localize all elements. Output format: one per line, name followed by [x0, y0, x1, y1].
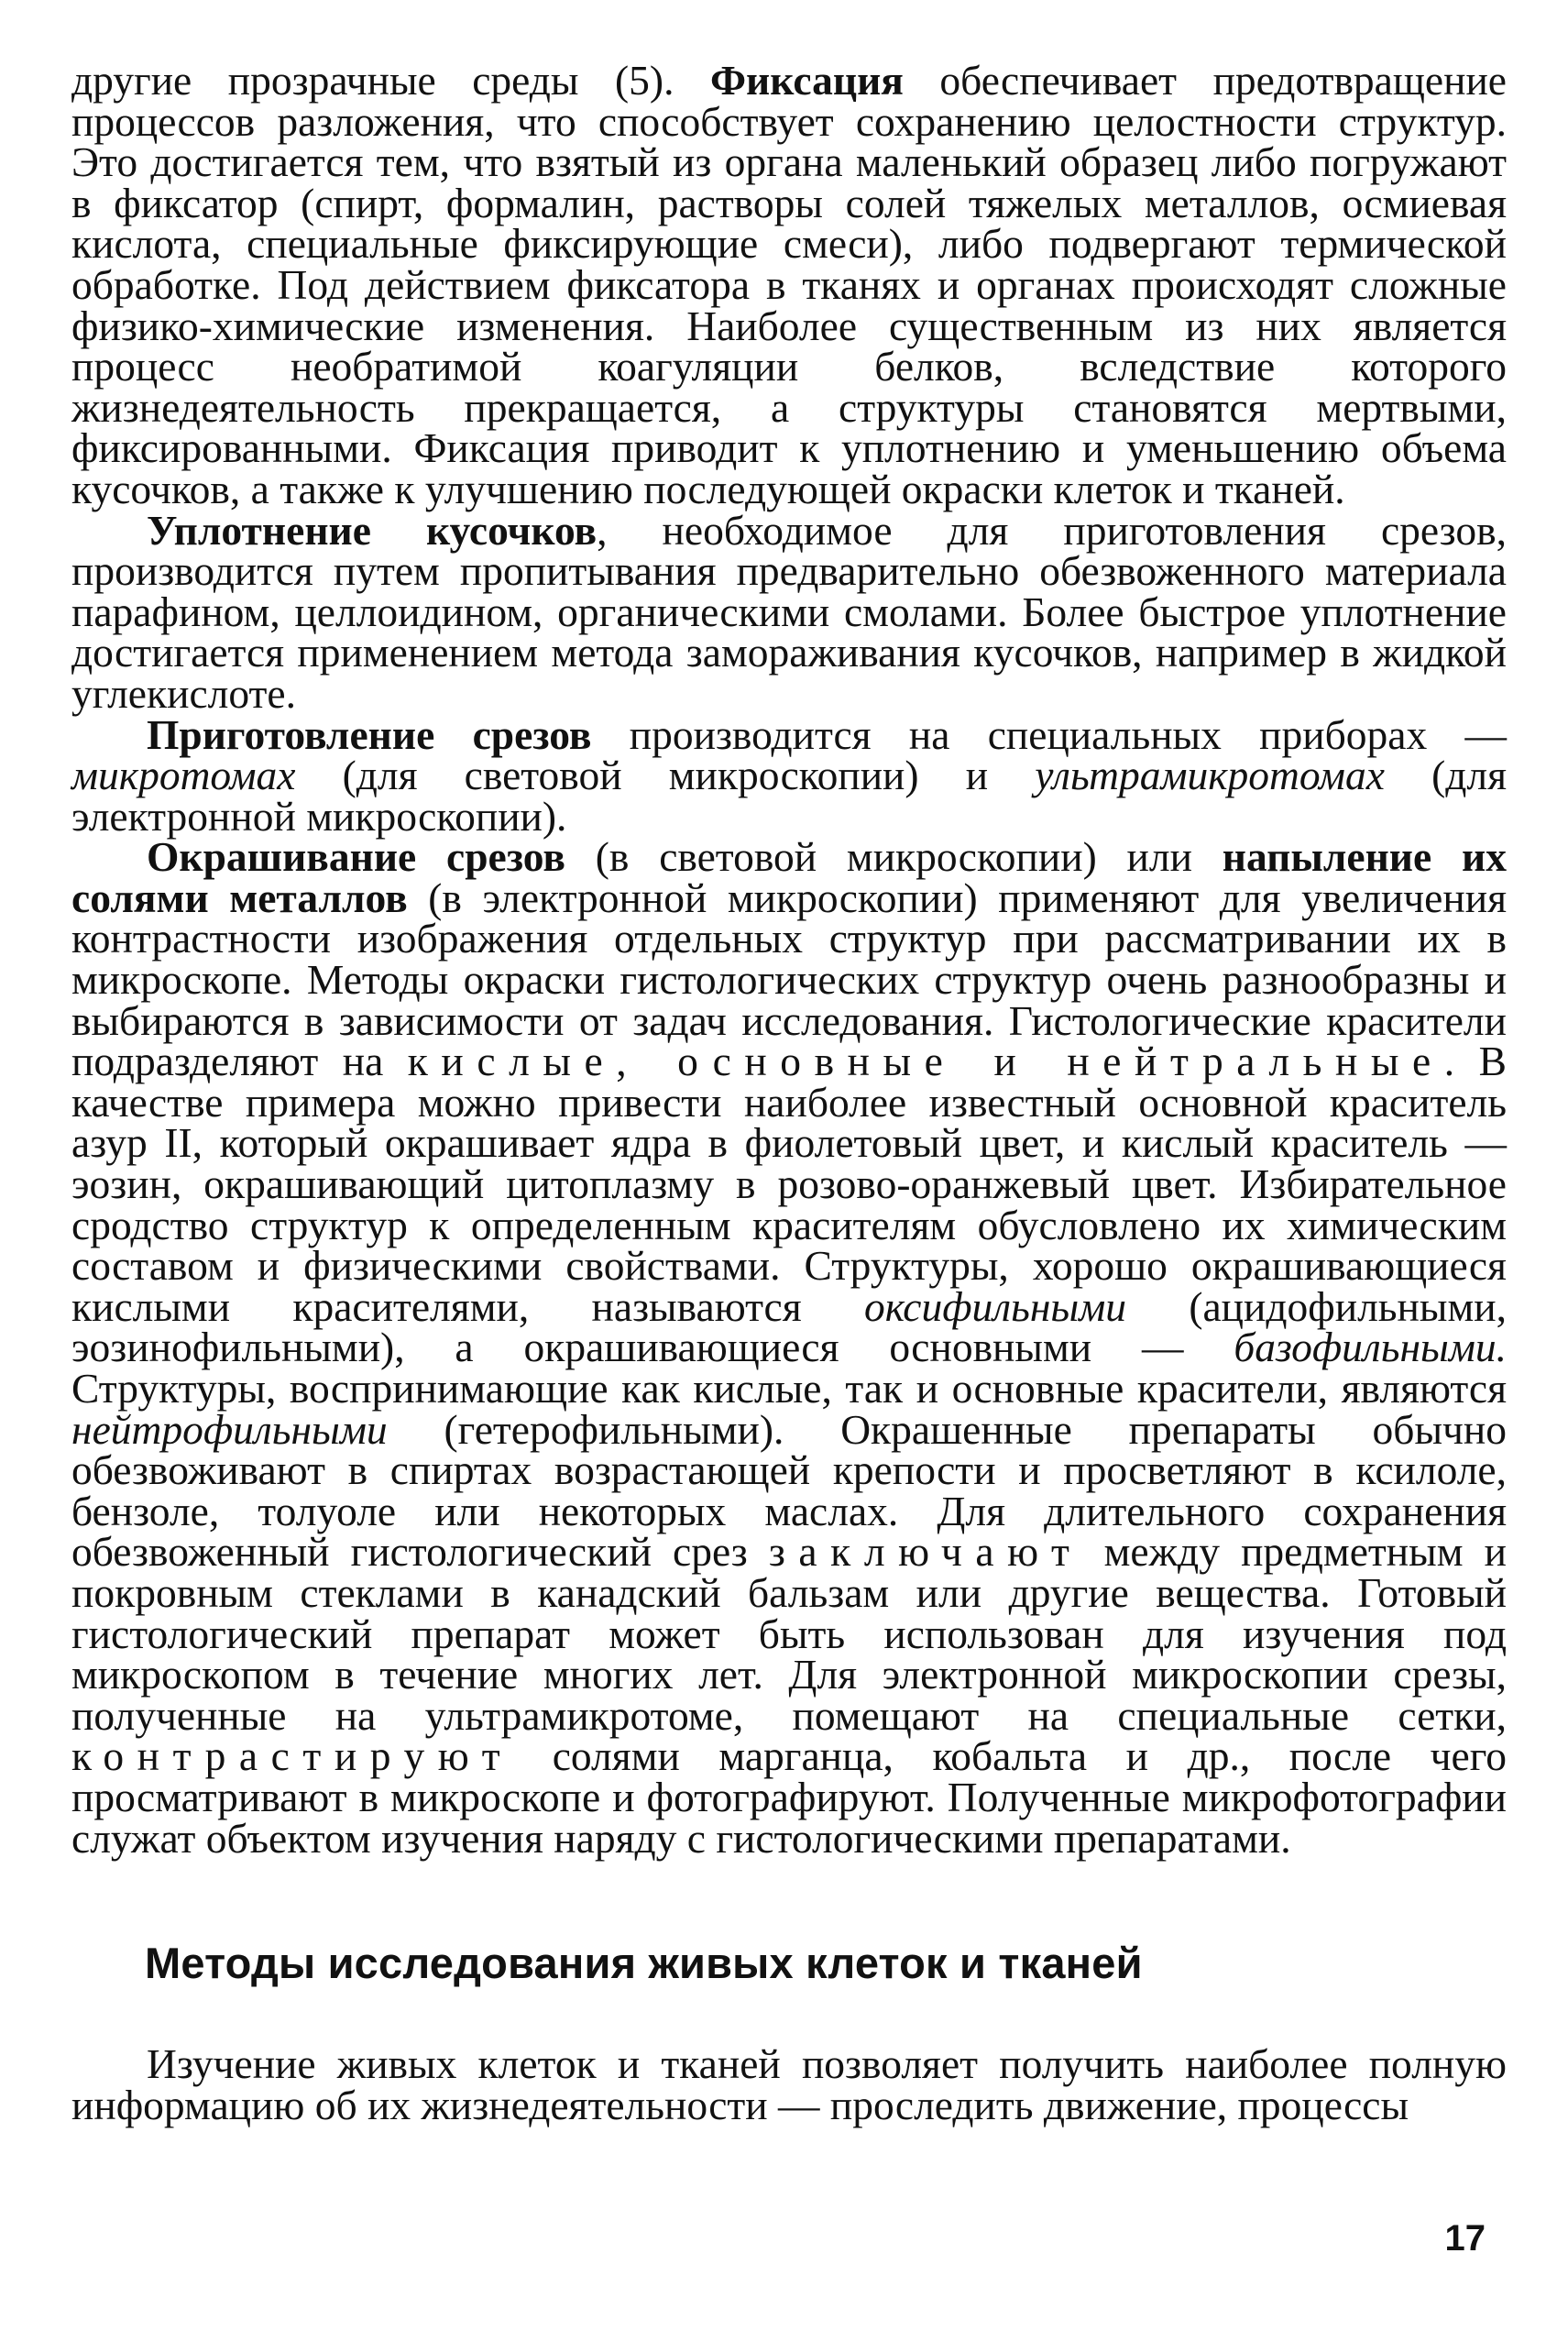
text-run: солями марганца, кобальта и др., после чего просматривают в микроскопе и фотографируют. Полученные микрофотографии служат объектом изучения наряду с гистологическими препаратами. [71, 1732, 1507, 1862]
text-run: (в электронной микроскопии) применяют для увеличения контрастности изображения отдельных структур при рассматривании их в микроскопе. Методы окраски гистологических структур очень разнообразны и выбираются в зависимости от задач исследования. Гистологические красители подразделяют на [71, 874, 1507, 1085]
text-run: производится на специальных приборах — [591, 710, 1507, 758]
text-run: (в световой микроскопии) или [565, 833, 1223, 881]
term-compaction: Уплотнение кусочков [147, 506, 598, 554]
text-run: , необходимое для приготовления срезов, производится путем пропитывания предварительно обезвоженного материала парафином, целлоидином, органическими смолами. Более быстрое уплотнение достигается применением метода замораживания кусочков, например в жидкой углекислоте. [71, 506, 1507, 717]
text-run: (для электронной микроскопии). [71, 752, 1508, 840]
text-run: (ацидофильными, эозинофильными), а окрашивающиеся основными — [71, 1282, 1507, 1371]
spaced-contrast: контрастируют [71, 1732, 514, 1780]
text-run: между предметным и покровным стеклами в канадский бальзам или другие вещества. Готовый гистологический препарат может быть использован для изучения под микроскопом в течение многих лет. Для электронной микроскопии срезы, полученные на ультрамикротоме, помещают на специальные сетки, [71, 1528, 1507, 1739]
term-ultramicrotomes: ультрамикротомах [1035, 752, 1385, 799]
paragraph-staining [71, 833, 1507, 1862]
text-run: Структуры, воспринимающие как кислые, так и основные красители, являются [71, 1365, 1507, 1412]
term-fixation: Фиксация [709, 57, 904, 104]
term-staining: Окрашивание срезов [147, 833, 565, 881]
text-run: другие прозрачные среды (5). [71, 57, 710, 104]
term-microtomes: микротомах [71, 752, 296, 799]
term-metal-coating: напыление их солями металлов [71, 833, 1507, 921]
paragraph-fixation [71, 57, 1508, 512]
page-body [71, 57, 1508, 2128]
spaced-dye-types: кислые, основные и нейтральные [407, 1038, 1444, 1085]
term-neutrophilic: нейтрофильными [71, 1405, 388, 1453]
term-oxyphilic: оксифильными [863, 1282, 1126, 1330]
section-heading: Методы исследования живых клеток и тканей [145, 1939, 1143, 1988]
paragraph-compaction [71, 506, 1507, 717]
text-run: (гетерофильными). Окрашенные препараты обычно обезвоживают в спиртах возрастающей крепости и просветляют в ксилоле, бензоле, толуоле или некоторых маслах. Для длительного сохранения обезвоженный гистологический срез [71, 1405, 1507, 1576]
text-run: (для световой микроскопии) и [295, 752, 1036, 799]
term-sectioning: Приготовление срезов [147, 710, 592, 758]
term-basophilic: базофильными. [1234, 1324, 1507, 1371]
paragraph-sectioning [71, 710, 1508, 840]
spaced-enclose: заключают [768, 1528, 1083, 1576]
text-run: обеспечивает предотвращение процессов разложения, что способствует сохранению целостности структур. Это достигается тем, что взятый из органа маленький образец либо погружают в фиксатор (спирт, формалин, растворы солей тяжелых металлов, осмиевая кислота, специальные фиксирующие смеси), либо подвергают термической обработке. Под действием фиксатора в тканях и органах происходят сложные физико-химические изменения. Наиболее существенным из них является процесс необратимой коагуляции белков, вследствие которого жизнедеятельность прекращается, а структуры становятся мертвыми, фиксированными. Фиксация приводит к уплотнению и уменьшению объема кусочков, а также к улучшению последующей окраски клеток и тканей. [71, 57, 1508, 512]
text-run: . В качестве примера можно привести наиболее известный основной краситель азур II, который окрашивает ядра в фиолетовый цвет, и кислый краситель — эозин, окрашивающий цитоплазму в розово-оранжевый цвет. Избирательное сродство структур к определенным красителям обусловлено их химическим составом и физическими свойствами. Структуры, хорошо окрашивающиеся кислыми красителями, называются [71, 1038, 1507, 1330]
paragraph-living-cells: Изучение живых клеток и тканей позволяет получить наиболее полную информацию об их жизнедеятельности — проследить движение, процессы [71, 2040, 1507, 2128]
page-number: 17 [1444, 2218, 1486, 2259]
